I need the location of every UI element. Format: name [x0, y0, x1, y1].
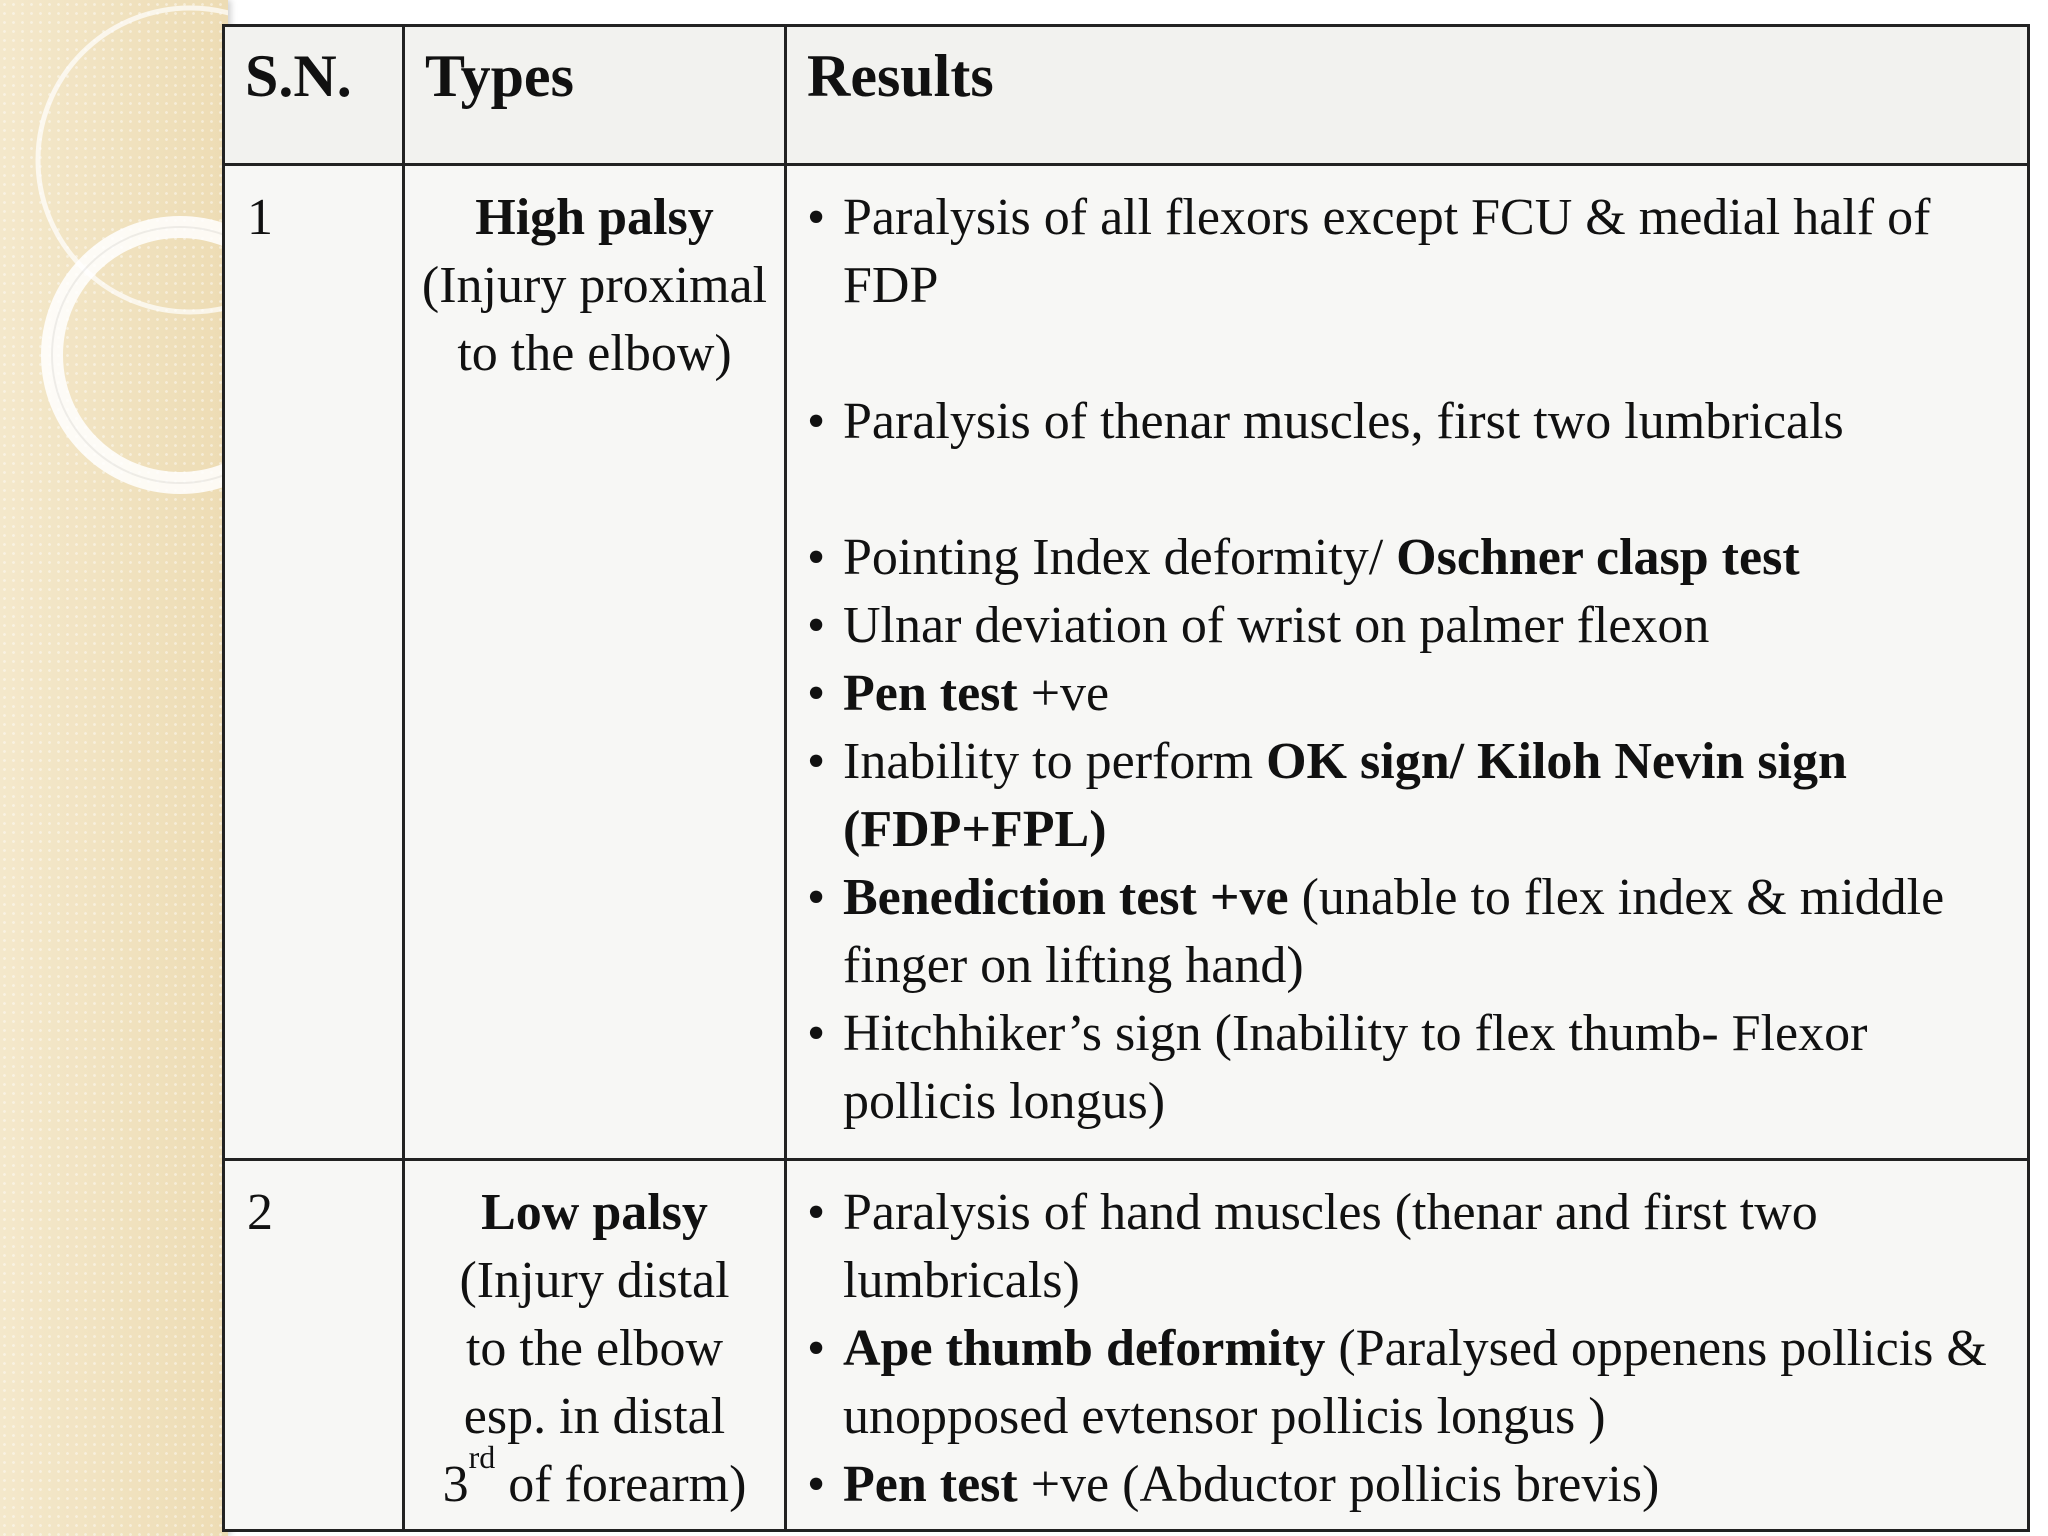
header-types: Types [404, 26, 786, 165]
decorative-sidebar [0, 0, 228, 1536]
description-tail: of forearm) [495, 1456, 747, 1513]
header-row [224, 26, 2029, 165]
row-type [404, 1160, 786, 1531]
type-description-line [413, 1439, 776, 1519]
result-item [807, 184, 2007, 320]
result-item [807, 728, 2007, 864]
table-row [224, 1160, 2029, 1531]
result-item [807, 592, 2007, 660]
result-item [807, 1179, 2007, 1315]
type-description: (Injury proximal to the elbow) [421, 257, 768, 382]
type-description-line: to the elbow [465, 1320, 724, 1377]
header-results: Results [786, 26, 2029, 165]
result-item [807, 1000, 2007, 1136]
type-name: High palsy [475, 189, 714, 246]
result-text: Paralysis of all flexors except FCU & medial half of FDP [843, 189, 1931, 314]
result-text: Paralysis of thenar muscles, first two lumbricals [843, 393, 1844, 450]
result-text-bold: OK sign/ Kiloh Nevin sign (FDP+FPL) [843, 733, 1847, 858]
result-text-bold: Pen test [843, 665, 1018, 722]
result-text: +ve [1017, 665, 1110, 722]
result-text-bold: Benediction test +ve [843, 869, 1289, 926]
result-text: Pointing Index deformity/ [843, 529, 1397, 586]
result-text-bold: Ape thumb deformity [843, 1320, 1326, 1377]
result-text: (unable to flex index & middle finger on lifting hand) [843, 869, 1945, 994]
result-item [807, 864, 2007, 1000]
result-item [807, 660, 2007, 728]
result-text-bold: Oschner clasp test [1396, 529, 1800, 586]
row-sn: 1 [224, 165, 404, 1160]
result-item [807, 524, 2007, 592]
ordinal-number: 3 [442, 1456, 469, 1513]
result-text: Paralysis of hand muscles (thenar and first two lumbricals) [843, 1184, 1818, 1309]
result-text: Hitchhiker’s sign (Inability to flex thumb- Flexor pollicis longus) [843, 1005, 1868, 1130]
results-list [807, 1179, 2007, 1519]
row-results [786, 1160, 2029, 1531]
header-sn: S.N. [224, 26, 404, 165]
type-description-line: (Injury distal [459, 1252, 730, 1309]
result-item [807, 1315, 2007, 1451]
table-row [224, 165, 2029, 1160]
result-text: Ulnar deviation of wrist on palmer flexon [843, 597, 1710, 654]
type-description-line: esp. in distal [463, 1388, 726, 1445]
ring-decoration-icon [0, 0, 228, 1536]
result-item [807, 388, 2007, 456]
result-item [807, 1451, 2007, 1519]
result-text: Inability to perform [843, 733, 1267, 790]
row-sn: 2 [224, 1160, 404, 1531]
results-list [807, 184, 2007, 1136]
result-text: (Paralysed oppenens pollicis & unopposed evtensor pollicis longus ) [843, 1320, 1987, 1445]
median-nerve-palsy-table [222, 24, 2030, 1532]
row-type [404, 165, 786, 1160]
result-text-bold: Pen test [843, 1456, 1018, 1513]
ordinal-suffix: rd [468, 1439, 496, 1475]
row-results [786, 165, 2029, 1160]
type-name: Low palsy [481, 1184, 708, 1241]
result-text: +ve (Abductor pollicis brevis) [1017, 1456, 1660, 1513]
